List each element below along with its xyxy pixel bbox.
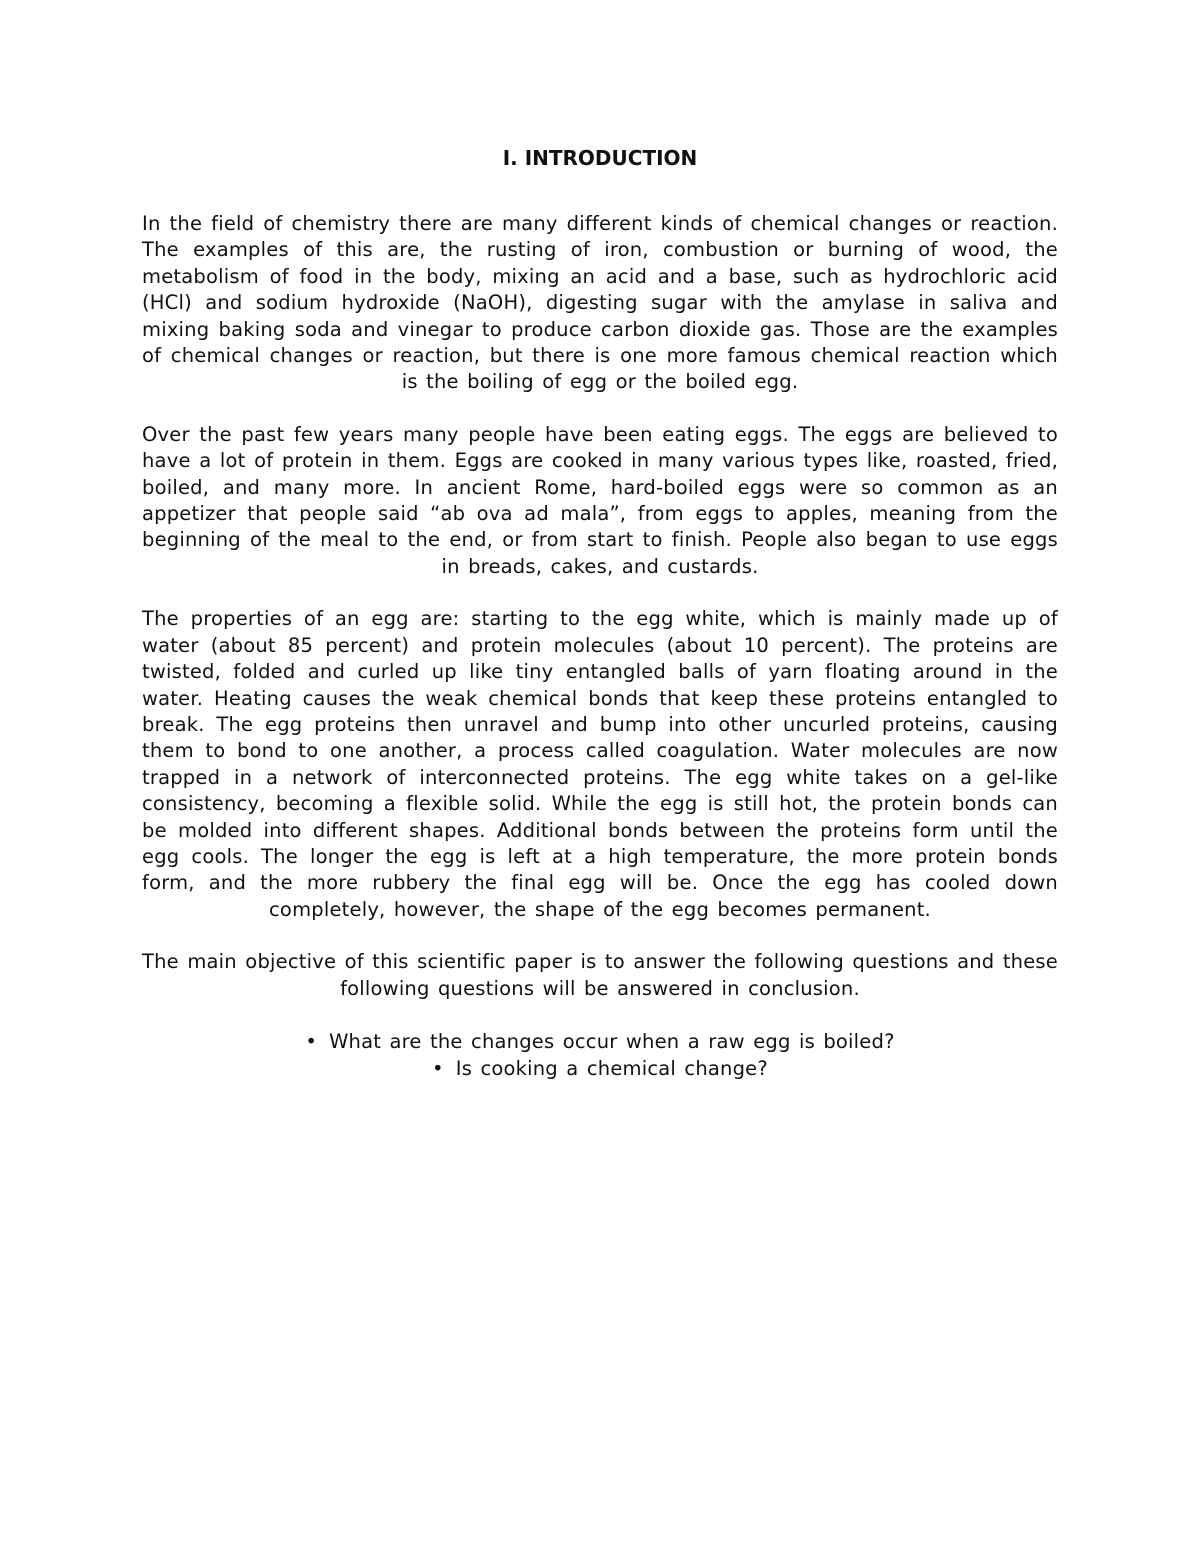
document-page xyxy=(142,143,1058,1082)
question-item: • What are the changes occur when a raw egg is boiled? xyxy=(142,1028,1058,1055)
paragraph-egg-properties: The properties of an egg are: starting to the egg white, which is mainly made up of water (about 85 percent) and protein molecules (about 10 percent). The proteins are twisted, folded and curled up like tiny entangled balls of yarn floating around in the water. Heating causes the weak chemical bonds that keep these proteins entangled to break. The egg proteins then unravel and bump into other uncurled proteins, causing them to bond to one another, a process called coagulation. Water molecules are now trapped in a network of interconnected proteins. The egg white takes on a gel-like consistency, becoming a flexible solid. While the egg is still hot, the protein bonds can be molded into different shapes. Additional bonds between the proteins form until the egg cools. The longer the egg is left at a high temperature, the more protein bonds form, and the more rubbery the final egg will be. Once the egg has cooled down completely, however, the shape of the egg becomes permanent. xyxy=(142,607,1058,921)
question-item: • Is cooking a chemical change? xyxy=(142,1055,1058,1082)
paragraph-chemical-changes: In the field of chemistry there are many different kinds of chemical changes or reaction. The examples of this are, the rusting of iron, combustion or burning of wood, the metabolism of food in the body, mixing an acid and a base, such as hydrochloric acid (HCl) and sodium hydroxide (NaOH), digesting sugar with the amylase in saliva and mixing baking soda and vinegar to produce carbon dioxide gas. Those are the examples of chemical changes or reaction, but there is one more famous chemical reaction which is the boiling of egg or the boiled egg. xyxy=(142,212,1058,394)
question-list xyxy=(142,1028,1058,1082)
section-heading: I. INTRODUCTION xyxy=(502,146,698,170)
paragraph-eating-eggs: Over the past few years many people have been eating eggs. The eggs are believed to have a lot of protein in them. Eggs are cooked in many various types like, roasted, fried, boiled, and many more. In ancient Rome, hard-boiled eggs were so common as an appetizer that people said “ab ova ad mala”, from eggs to apples, meaning from the beginning of the meal to the end, or from start to finish. People also began to use eggs in breads, cakes, and custards. xyxy=(142,422,1058,578)
paragraph-objective: The main objective of this scientific paper is to answer the following questions and these following questions will be answered in conclusion. xyxy=(142,950,1058,1000)
